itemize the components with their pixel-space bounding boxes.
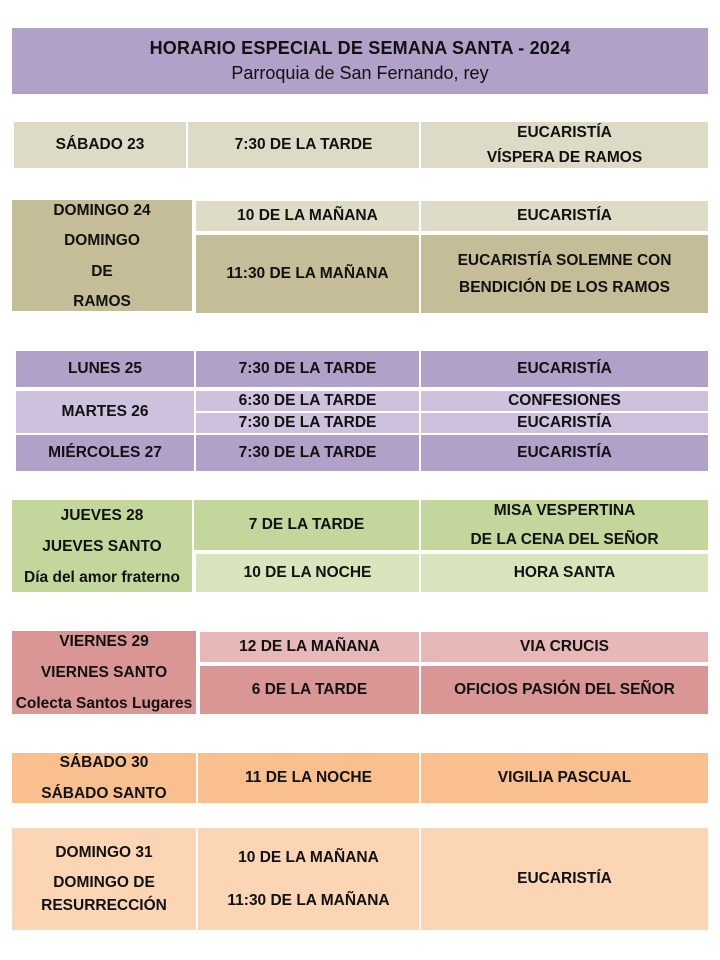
page-header (12, 28, 708, 94)
sabado30-day-cell (12, 753, 196, 803)
page-subtitle: Parroquia de San Fernando, rey (231, 63, 489, 83)
miercoles27-event-cell (421, 435, 708, 471)
jueves28-event2-cell (421, 554, 708, 592)
domingo24-day-line1: DOMINGO 24 (53, 202, 151, 219)
jueves28-time1-cell (194, 500, 419, 550)
domingo24-day-line3: DE (91, 262, 113, 280)
domingo31-time1: 10 DE LA MAÑANA (238, 848, 379, 866)
miercoles27-day: MIÉRCOLES 27 (48, 444, 162, 462)
viernes29-time2-cell (200, 666, 419, 714)
martes26-time2: 7:30 DE LA TARDE (238, 414, 377, 432)
martes26-day: MARTES 26 (61, 403, 149, 421)
martes26-event2-cell (421, 413, 708, 433)
viernes29-time1-cell (200, 632, 419, 662)
martes26-time1: 6:30 DE LA TARDE (238, 392, 377, 410)
domingo24-day-line2: DOMINGO (64, 232, 140, 250)
sabado23-time-cell (188, 122, 419, 168)
domingo24-day-line4: RAMOS (73, 292, 131, 310)
martes26-time2-cell (196, 413, 419, 433)
sabado30-day-line1: SÁBADO 30 (59, 754, 149, 771)
jueves28-event1-line2: DE LA CENA DEL SEÑOR (470, 531, 659, 548)
domingo24-event1-cell (421, 201, 708, 231)
jueves28-day-line3: Día del amor fraterno (24, 568, 180, 586)
lunes25-day: LUNES 25 (67, 360, 143, 378)
sabado23-event-line2: VÍSPERA DE RAMOS (486, 149, 643, 166)
miercoles27-event: EUCARISTÍA (517, 444, 612, 462)
domingo24-event2-line2: BENDICIÓN DE LOS RAMOS (459, 279, 670, 296)
domingo31-day-line1: DOMINGO 31 (55, 844, 153, 862)
lunes25-time-cell (196, 351, 419, 387)
jueves28-day-cell (12, 500, 192, 592)
lunes25-event: EUCARISTÍA (517, 360, 612, 378)
domingo31-times-cell (198, 828, 419, 930)
martes26-event2: EUCARISTÍA (517, 414, 612, 432)
viernes29-time2: 6 DE LA TARDE (251, 681, 368, 699)
sabado30-day-line2: SÁBADO SANTO (41, 784, 167, 802)
sabado23-day-cell (14, 122, 186, 168)
jueves28-event1-line1: MISA VESPERTINA (493, 501, 636, 519)
martes26-event1: CONFESIONES (508, 392, 621, 410)
jueves28-time2-cell (196, 554, 419, 592)
sabado23-day: SÁBADO 23 (55, 136, 145, 154)
sabado23-time: 7:30 DE LA TARDE (234, 136, 373, 154)
viernes29-event1-cell (421, 632, 708, 662)
viernes29-event1: VIA CRUCIS (520, 638, 609, 656)
viernes29-time1: 12 DE LA MAÑANA (239, 638, 380, 656)
page-title: HORARIO ESPECIAL DE SEMANA SANTA - 2024 (149, 38, 571, 58)
miercoles27-time: 7:30 DE LA TARDE (238, 444, 377, 462)
viernes29-day-line3: Colecta Santos Lugares (15, 694, 193, 712)
jueves28-time1: 7 DE LA TARDE (248, 516, 365, 534)
domingo24-time1: 10 DE LA MAÑANA (237, 207, 378, 225)
martes26-time1-cell (196, 391, 419, 411)
viernes29-event2-cell (421, 666, 708, 714)
domingo24-time2-cell (196, 235, 419, 313)
miercoles27-day-cell (16, 435, 194, 471)
domingo31-day-line2: DOMINGO DE (53, 874, 155, 892)
domingo31-day-cell (12, 828, 196, 930)
lunes25-time: 7:30 DE LA TARDE (238, 360, 377, 378)
viernes29-event2: OFICIOS PASIÓN DEL SEÑOR (454, 681, 675, 699)
domingo24-event2-line1: EUCARISTÍA SOLEMNE CON (457, 251, 672, 269)
domingo31-event: EUCARISTÍA (517, 870, 612, 888)
lunes25-event-cell (421, 351, 708, 387)
jueves28-day-line2: JUEVES SANTO (42, 537, 162, 555)
sabado23-event-line1: EUCARISTÍA (517, 123, 612, 141)
domingo24-event1: EUCARISTÍA (517, 207, 612, 225)
sabado30-time-cell (198, 753, 419, 803)
viernes29-day-line2: VIERNES SANTO (40, 663, 168, 681)
martes26-day-cell (16, 391, 194, 433)
jueves28-day-line1: JUEVES 28 (60, 507, 144, 524)
domingo24-day-cell (12, 200, 192, 311)
sabado30-event-cell (421, 753, 708, 803)
viernes29-day-line1: VIERNES 29 (59, 633, 149, 650)
jueves28-event1-cell (421, 500, 708, 550)
viernes29-day-cell (12, 631, 196, 714)
domingo24-time2: 11:30 DE LA MAÑANA (226, 265, 389, 283)
domingo31-time2: 11:30 DE LA MAÑANA (227, 892, 390, 909)
domingo24-event2-cell (421, 235, 708, 313)
miercoles27-time-cell (196, 435, 419, 471)
lunes25-day-cell (16, 351, 194, 387)
sabado30-time: 11 DE LA NOCHE (245, 769, 372, 787)
domingo31-day-line3: RESURRECCIÓN (41, 896, 167, 914)
martes26-event1-cell (421, 391, 708, 411)
jueves28-time2: 10 DE LA NOCHE (243, 564, 372, 582)
domingo24-time1-cell (196, 201, 419, 231)
sabado23-event-cell (421, 122, 708, 168)
sabado30-event: VIGILIA PASCUAL (497, 769, 632, 787)
jueves28-event2: HORA SANTA (513, 564, 616, 582)
domingo31-event-cell (421, 828, 708, 930)
